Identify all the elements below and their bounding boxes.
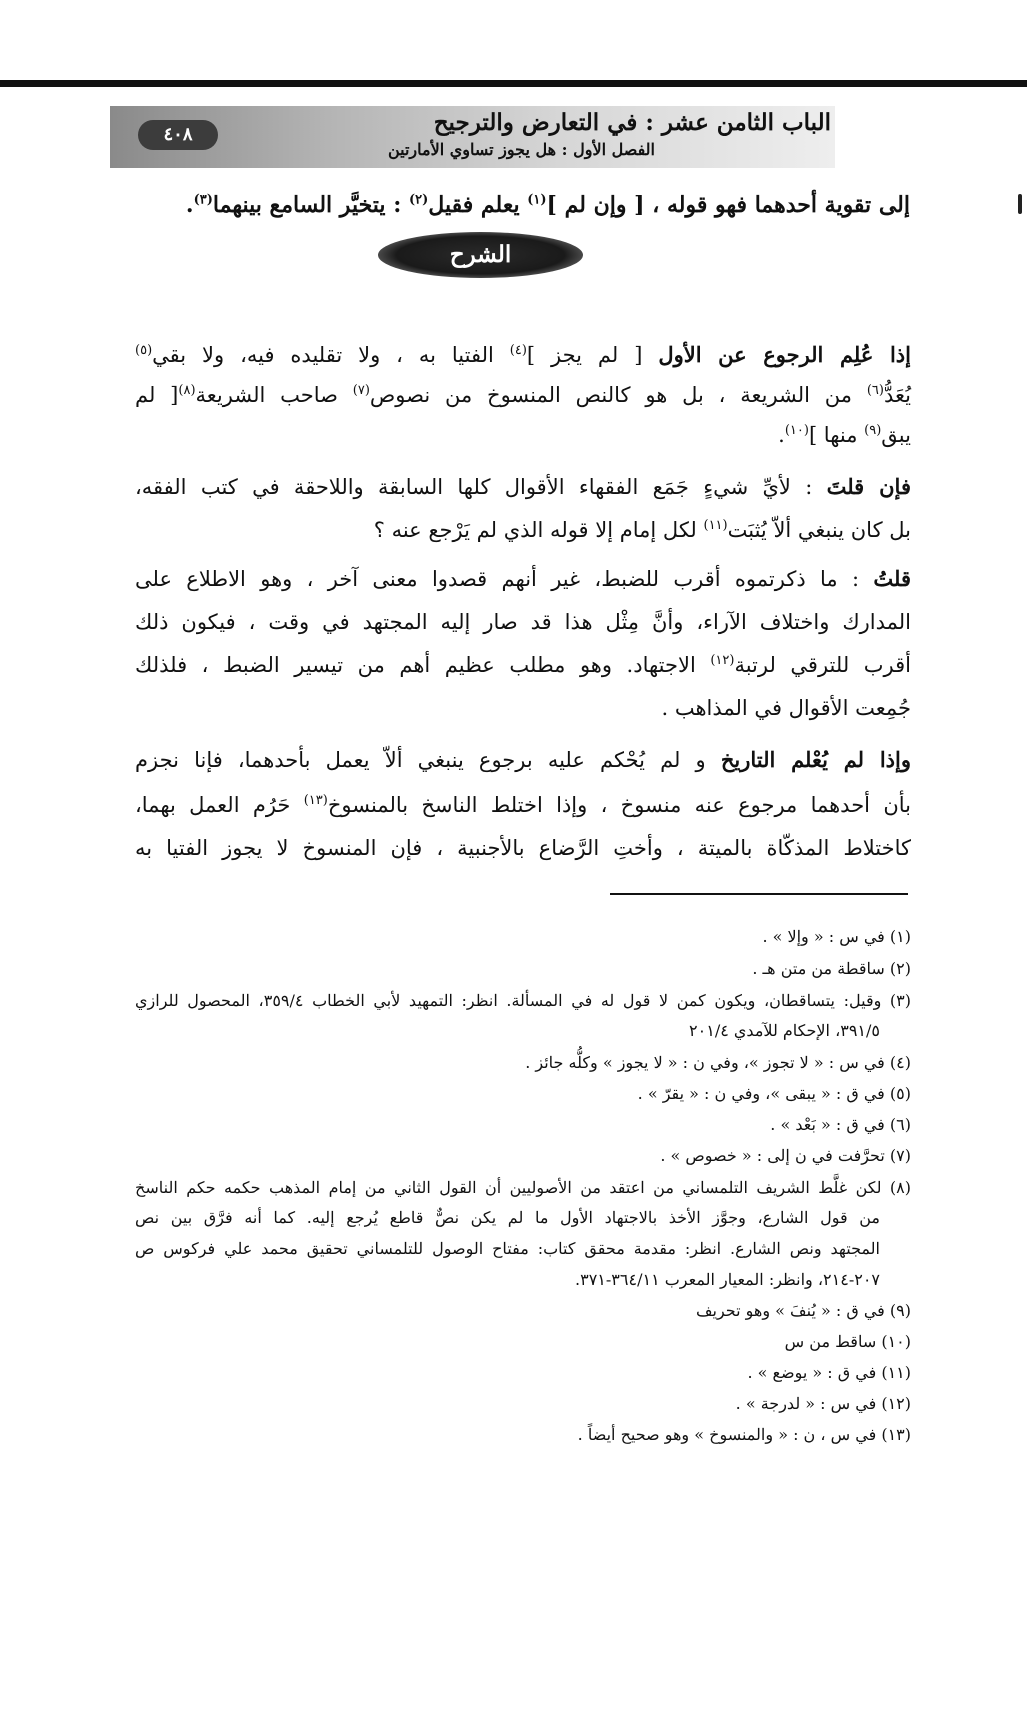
footnote: (٧) تحرَّفت في ن إلى : « خصوص » . [660, 1146, 911, 1165]
footnote: (٤) في س : « لا تجوز »، وفي ن : « لا يجوز » وكلُّه جائز . [525, 1053, 911, 1072]
para1-line3 [135, 418, 911, 452]
footnote-ref: (١٠) [784, 423, 809, 438]
text-run: صاحب الشريعة [195, 383, 353, 407]
text-run: . [778, 423, 785, 447]
page-number: ٤٠٨ [138, 120, 218, 150]
footnote: ٣٩١/٥، الإحكام للآمدي ٢٠١/٤ [689, 1021, 880, 1040]
footnote: (١١) في ق : « يوضع » . [747, 1363, 911, 1382]
text-run: أقرب للترقي لرتبة [734, 653, 911, 677]
footnote: من قول الشارع، وجوَّز الأخذ بالاجتهاد الأول ما لم يكن نصٌّ قاطع يُرجع إليه. كما أنه فرَّق بين نص [135, 1208, 880, 1227]
chapter-title: الباب الثامن عشر : في التعارض والترجيح [433, 109, 831, 136]
intro-text: يعلم فقيل [428, 192, 528, 218]
text-run: يبق [881, 423, 911, 447]
para2-line2 [135, 513, 911, 547]
footnote-ref: (٤) [509, 343, 527, 358]
para2-line1 [135, 470, 911, 504]
text-run: الفتيا به ، ولا تقليده فيه، ولا بقي [152, 343, 510, 367]
section-heading [378, 232, 583, 278]
footnote: (٦) في ق : « بَعْد » . [770, 1115, 911, 1134]
footnote-ref: (١١) [703, 518, 728, 533]
para3-line1 [135, 562, 911, 596]
text-run: حَرُم العمل بهما، [135, 793, 304, 817]
text-run: [ لم يجز ] [526, 343, 659, 367]
footnote-ref: (٧) [352, 383, 370, 398]
footnote: المجتهد ونص الشارع. انظر: مقدمة محقق كتاب: مفتاح الوصول للتلمساني تحقيق محمد علي فركوس ص [135, 1239, 880, 1258]
footnote-ref: (١٢) [710, 653, 735, 668]
text-run: [ لم [135, 383, 179, 407]
bold-lead: قلتُ [873, 566, 912, 591]
text-run: منها ] [808, 423, 865, 447]
footnote-ref: (٨) [178, 383, 196, 398]
section-subtitle: الفصل الأول : هل يجوز تساوي الأمارتين [387, 140, 655, 159]
para4-line3 [135, 831, 911, 865]
top-rule [0, 80, 1027, 87]
footnote-ref: (١٣) [303, 793, 328, 808]
para1-line1 [135, 338, 911, 372]
running-header [110, 106, 835, 168]
text-run: : لأيِّ شيءٍ جَمَع الفقهاء الأقوال كلها السابقة واللاحقة في كتب الفقه، [135, 475, 827, 499]
bold-lead: إذا عُلِم الرجوع عن الأول [658, 342, 911, 367]
para4-line2 [135, 788, 911, 822]
text-run: من الشريعة ، بل هو كالنص المنسوخ من نصوص [369, 383, 867, 407]
text-run: لكل إمام إلا قوله الذي لم يَرْجع عنه ؟ [373, 518, 704, 542]
footnote: (٥) في ق : « يبقى »، وفي ن : « يقرّ » . [637, 1084, 911, 1103]
text-run: الاجتهاد. وهو مطلب عظيم أهم من تيسير الضبط ، فلذلك [135, 653, 711, 677]
edge-mark [1018, 194, 1022, 214]
footnote-ref: (٣) [193, 192, 213, 208]
intro-text: . [185, 192, 194, 218]
footnote: (٨) لكن غلَّط الشريف التلمساني من اعتقد من الأصوليين أن القول الثاني من إمام المذهب حكمه حكم الناسخ [135, 1178, 911, 1197]
footnote-ref: (٦) [866, 383, 884, 398]
footnote: (١٣) في س ، ن : « والمنسوخ » وهو صحيح أيضاً . [577, 1425, 911, 1444]
text-run: كاختلاط المذكّاة بالميتة ، وأختِ الرَّضاع بالأجنبية ، فإن المنسوخ لا يجوز الفتيا به [135, 836, 911, 860]
footnote: (٢) ساقطة من متن هـ . [752, 959, 911, 978]
para3-line2 [135, 605, 911, 639]
footnote: (٣) وقيل: يتساقطان، ويكون كمن لا قول له في المسألة. انظر: التمهيد لأبي الخطاب ٣٥٩/٤، المحصول للرازي [135, 991, 912, 1010]
intro-text: : يتخيَّر السامع بينهما [212, 192, 409, 218]
footnote: (١) في س : « وإلا » . [762, 927, 911, 946]
text-run: المدارك واختلاف الآراء، وأنَّ مِثْل هذا قد صار إليه المجتهد في وقت ، فيكون ذلك [135, 610, 911, 634]
para3-line3 [135, 648, 911, 682]
footnote-ref: (٢) [409, 192, 429, 208]
text-run: جُمِعت الأقوال في المذاهب . [661, 696, 911, 720]
footnote-separator [610, 893, 908, 895]
footnote-ref: (٩) [864, 423, 882, 438]
text-run: : ما ذكرتموه أقرب للضبط، غير أنهم قصدوا معنى آخر ، وهو الاطلاع على [135, 567, 874, 591]
footnote-ref: (٥) [135, 343, 153, 358]
text-run: بل كان ينبغي ألاّ يُثبَت [727, 518, 911, 542]
section-heading-label: الشرح [449, 241, 512, 268]
bold-lead: فإن قلتَ [826, 474, 911, 499]
footnote: (٩) في ق : « يُنفَ » وهو تحريف [695, 1301, 911, 1320]
intro-line [150, 188, 910, 222]
footnote: ٢٠٧-٢١٤، وانظر: المعيار المعرب ٣٦٤/١١-٣٧١. [575, 1270, 880, 1289]
footnote: (١٠) ساقط من س [784, 1332, 911, 1351]
footnote: (١٢) في س : « لدرجة » . [735, 1394, 911, 1413]
text-run: يُعَدُّ [883, 383, 911, 407]
para3-line4 [135, 691, 911, 725]
bold-lead: وإذا لم يُعْلم التاريخ [720, 747, 911, 772]
text-run: و لم يُحْكم عليه برجوع ينبغي ألاّ يعمل بأحدهما، فإنا نجزم [135, 748, 721, 772]
para4-line1 [135, 743, 911, 777]
text-run: بأن أحدهما مرجوع عنه منسوخ ، وإذا اختلط الناسخ بالمنسوخ [327, 793, 911, 817]
para1-line2 [135, 378, 911, 412]
intro-text: إلى تقوية أحدهما فهو قوله ، [ وإن لم ] [546, 192, 910, 218]
footnote-ref: (١) [527, 192, 547, 208]
